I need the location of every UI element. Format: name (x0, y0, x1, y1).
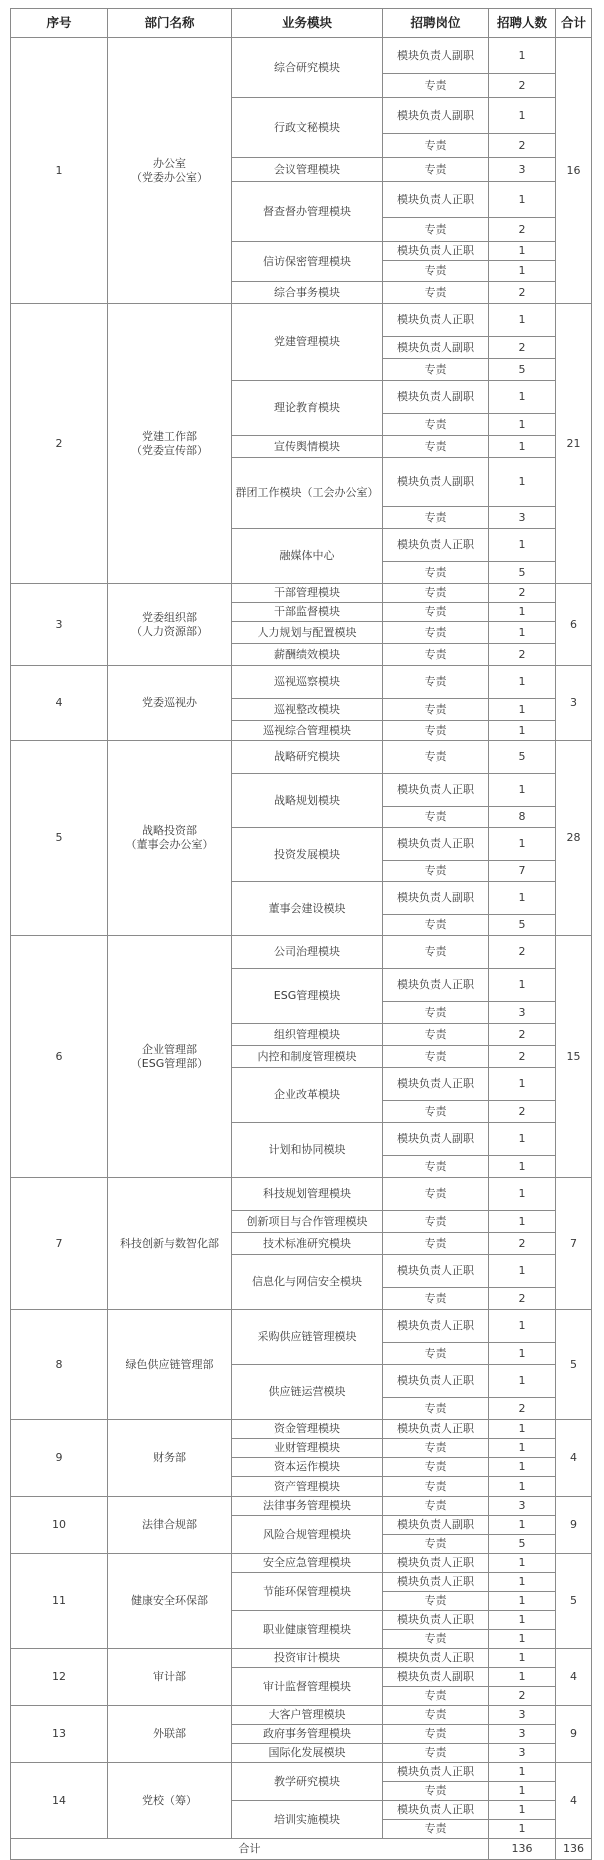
position-title: 模块负责人正职 (383, 529, 489, 562)
position-title: 模块负责人副职 (383, 1123, 489, 1156)
module-name: 董事会建设模块 (232, 882, 383, 936)
dept-total: 5 (556, 1554, 592, 1649)
position-count: 1 (489, 1573, 556, 1592)
dept-seq: 10 (11, 1497, 108, 1554)
position-title: 模块负责人正职 (383, 1649, 489, 1668)
dept-total: 5 (556, 1310, 592, 1420)
position-title: 专责 (383, 218, 489, 242)
position-title: 模块负责人正职 (383, 1255, 489, 1288)
position-count: 5 (489, 915, 556, 936)
position-count: 3 (489, 1725, 556, 1744)
dept-name (108, 304, 232, 584)
dept-seq: 4 (11, 666, 108, 741)
position-count: 1 (489, 1516, 556, 1535)
position-count: 1 (489, 458, 556, 507)
dept-name-line: （党委办公室） (131, 170, 208, 184)
position-title: 专责 (383, 158, 489, 182)
module-name: 培训实施模块 (232, 1801, 383, 1839)
position-title: 专责 (383, 1744, 489, 1763)
table-row (11, 1497, 592, 1516)
position-count: 1 (489, 414, 556, 436)
module-name: 企业改革模块 (232, 1068, 383, 1123)
position-count: 5 (489, 741, 556, 774)
module-name: 政府事务管理模块 (232, 1725, 383, 1744)
module-name: 公司治理模块 (232, 936, 383, 969)
dept-seq: 8 (11, 1310, 108, 1420)
position-count: 1 (489, 774, 556, 807)
module-name: 风险合规管理模块 (232, 1516, 383, 1554)
module-name: 信息化与网信安全模块 (232, 1255, 383, 1310)
position-count: 1 (489, 1255, 556, 1288)
position-title: 模块负责人正职 (383, 1573, 489, 1592)
position-count: 2 (489, 134, 556, 158)
module-name: 资金管理模块 (232, 1420, 383, 1439)
position-title: 模块负责人正职 (383, 828, 489, 861)
position-count: 2 (489, 936, 556, 969)
header-row (11, 9, 592, 38)
position-title: 专责 (383, 1288, 489, 1310)
position-title: 专责 (383, 1497, 489, 1516)
position-count: 1 (489, 1365, 556, 1398)
position-count: 1 (489, 1420, 556, 1439)
position-title: 模块负责人正职 (383, 1068, 489, 1101)
module-name: 供应链运营模块 (232, 1365, 383, 1420)
dept-name-line: （党委宣传部） (131, 443, 208, 457)
position-count: 1 (489, 1820, 556, 1839)
module-name: 融媒体中心 (232, 529, 383, 584)
position-count: 1 (489, 436, 556, 458)
position-count: 1 (489, 1123, 556, 1156)
position-title: 专责 (383, 1477, 489, 1497)
position-count: 1 (489, 721, 556, 741)
position-count: 2 (489, 74, 556, 98)
module-name: 大客户管理模块 (232, 1706, 383, 1725)
dept-name (108, 38, 232, 304)
position-title: 专责 (383, 1046, 489, 1068)
module-name: 投资审计模块 (232, 1649, 383, 1668)
module-name: 安全应急管理模块 (232, 1554, 383, 1573)
position-title: 专责 (383, 644, 489, 666)
position-title: 专责 (383, 915, 489, 936)
position-count: 1 (489, 1477, 556, 1497)
position-title: 模块负责人正职 (383, 182, 489, 218)
position-title: 专责 (383, 1820, 489, 1839)
dept-total: 9 (556, 1497, 592, 1554)
position-count: 1 (489, 1649, 556, 1668)
table-row (11, 304, 592, 337)
position-title: 模块负责人副职 (383, 381, 489, 414)
module-name: 信访保密管理模块 (232, 242, 383, 282)
table-row (11, 1763, 592, 1782)
position-title: 模块负责人副职 (383, 882, 489, 915)
dept-total: 3 (556, 666, 592, 741)
module-name: 综合研究模块 (232, 38, 383, 98)
position-title: 专责 (383, 1398, 489, 1420)
position-count: 1 (489, 529, 556, 562)
module-name: 资产管理模块 (232, 1477, 383, 1497)
dept-total: 16 (556, 38, 592, 304)
module-name: 计划和协同模块 (232, 1123, 383, 1178)
table-row (11, 1706, 592, 1725)
dept-name-line: 企业管理部 (142, 1042, 197, 1056)
module-name: 会议管理模块 (232, 158, 383, 182)
position-count: 1 (489, 381, 556, 414)
position-title: 模块负责人正职 (383, 1365, 489, 1398)
position-count: 1 (489, 1156, 556, 1178)
position-title: 模块负责人正职 (383, 969, 489, 1002)
dept-name (108, 741, 232, 936)
position-title: 专责 (383, 414, 489, 436)
position-title: 专责 (383, 861, 489, 882)
position-count: 2 (489, 1233, 556, 1255)
module-name: 薪酬绩效模块 (232, 644, 383, 666)
module-name: 采购供应链管理模块 (232, 1310, 383, 1365)
position-count: 1 (489, 603, 556, 622)
position-count: 1 (489, 242, 556, 261)
dept-seq: 13 (11, 1706, 108, 1763)
header-position: 招聘岗位 (383, 9, 489, 38)
dept-name-line: 健康安全环保部 (131, 1594, 208, 1607)
recruitment-table (10, 8, 592, 1860)
position-count: 1 (489, 1592, 556, 1611)
dept-seq: 14 (11, 1763, 108, 1839)
dept-name (108, 1649, 232, 1706)
position-count: 1 (489, 1310, 556, 1343)
module-name: 创新项目与合作管理模块 (232, 1211, 383, 1233)
dept-name-line: 外联部 (153, 1727, 186, 1740)
dept-name-line: 审计部 (153, 1670, 186, 1683)
table-row (11, 1310, 592, 1343)
dept-name (108, 584, 232, 666)
position-title: 专责 (383, 584, 489, 603)
position-count: 1 (489, 969, 556, 1002)
module-name: 人力规划与配置模块 (232, 622, 383, 644)
dept-seq: 11 (11, 1554, 108, 1649)
dept-name-line: 党委组织部 (142, 610, 197, 624)
position-title: 专责 (383, 622, 489, 644)
position-count: 2 (489, 218, 556, 242)
position-title: 模块负责人正职 (383, 304, 489, 337)
module-name: 组织管理模块 (232, 1024, 383, 1046)
dept-seq: 6 (11, 936, 108, 1178)
position-title: 专责 (383, 1706, 489, 1725)
position-count: 2 (489, 1398, 556, 1420)
position-count: 1 (489, 828, 556, 861)
position-title: 专责 (383, 261, 489, 282)
module-name: 干部管理模块 (232, 584, 383, 603)
table-row (11, 1178, 592, 1211)
position-count: 1 (489, 304, 556, 337)
position-count: 2 (489, 1101, 556, 1123)
dept-name (108, 1178, 232, 1310)
position-title: 模块负责人副职 (383, 1668, 489, 1687)
position-title: 专责 (383, 562, 489, 584)
dept-seq: 2 (11, 304, 108, 584)
module-name: 综合事务模块 (232, 282, 383, 304)
dept-total: 28 (556, 741, 592, 936)
dept-seq: 5 (11, 741, 108, 936)
header-department: 部门名称 (108, 9, 232, 38)
position-title: 专责 (383, 1101, 489, 1123)
dept-name-line: 战略投资部 (142, 824, 197, 837)
position-count: 2 (489, 584, 556, 603)
position-title: 专责 (383, 74, 489, 98)
module-name: 内控和制度管理模块 (232, 1046, 383, 1068)
module-name: 行政文秘模块 (232, 98, 383, 158)
position-title: 专责 (383, 1024, 489, 1046)
position-count: 7 (489, 861, 556, 882)
module-name: 业财管理模块 (232, 1439, 383, 1458)
dept-name (108, 1554, 232, 1649)
grand-total-sum: 136 (556, 1839, 592, 1860)
dept-total: 21 (556, 304, 592, 584)
position-title: 专责 (383, 741, 489, 774)
position-title: 专责 (383, 1458, 489, 1477)
table-row (11, 741, 592, 774)
table-row (11, 38, 592, 74)
position-title: 专责 (383, 1630, 489, 1649)
header-seq: 序号 (11, 9, 108, 38)
dept-total: 7 (556, 1178, 592, 1310)
position-count: 1 (489, 1343, 556, 1365)
module-name: 职业健康管理模块 (232, 1611, 383, 1649)
position-title: 模块负责人正职 (383, 242, 489, 261)
position-count: 1 (489, 38, 556, 74)
position-title: 专责 (383, 359, 489, 381)
position-count: 1 (489, 182, 556, 218)
module-name: 干部监督模块 (232, 603, 383, 622)
position-count: 3 (489, 158, 556, 182)
dept-name (108, 936, 232, 1178)
module-name: 巡视整改模块 (232, 699, 383, 721)
position-count: 3 (489, 1002, 556, 1024)
position-count: 1 (489, 1439, 556, 1458)
module-name: 党建管理模块 (232, 304, 383, 381)
position-title: 模块负责人副职 (383, 38, 489, 74)
header-count: 招聘人数 (489, 9, 556, 38)
dept-seq: 7 (11, 1178, 108, 1310)
position-title: 专责 (383, 1211, 489, 1233)
position-count: 3 (489, 1497, 556, 1516)
module-name: 技术标准研究模块 (232, 1233, 383, 1255)
position-count: 2 (489, 1288, 556, 1310)
dept-name-line: 财务部 (153, 1451, 186, 1464)
module-name: 科技规划管理模块 (232, 1178, 383, 1211)
table-row (11, 1649, 592, 1668)
module-name: 法律事务管理模块 (232, 1497, 383, 1516)
position-count: 2 (489, 644, 556, 666)
position-title: 专责 (383, 1002, 489, 1024)
position-count: 5 (489, 562, 556, 584)
position-count: 3 (489, 507, 556, 529)
position-title: 专责 (383, 1687, 489, 1706)
dept-seq: 9 (11, 1420, 108, 1497)
dept-name (108, 1310, 232, 1420)
table-row (11, 584, 592, 603)
module-name: 群团工作模块（工会办公室） (232, 458, 383, 529)
position-title: 模块负责人正职 (383, 1763, 489, 1782)
module-name: 教学研究模块 (232, 1763, 383, 1801)
position-title: 模块负责人副职 (383, 98, 489, 134)
position-count: 1 (489, 1611, 556, 1630)
module-name: ESG管理模块 (232, 969, 383, 1024)
dept-name (108, 1763, 232, 1839)
dept-name-line: 科技创新与数智化部 (120, 1236, 219, 1250)
header-total: 合计 (556, 9, 592, 38)
position-count: 1 (489, 882, 556, 915)
header-module: 业务模块 (232, 9, 383, 38)
module-name: 理论教育模块 (232, 381, 383, 436)
position-title: 专责 (383, 1535, 489, 1554)
module-name: 宣传舆情模块 (232, 436, 383, 458)
position-count: 2 (489, 337, 556, 359)
module-name: 节能环保管理模块 (232, 1573, 383, 1611)
module-name: 国际化发展模块 (232, 1744, 383, 1763)
table-row (11, 666, 592, 699)
position-title: 模块负责人正职 (383, 1420, 489, 1439)
position-count: 8 (489, 807, 556, 828)
position-title: 专责 (383, 1343, 489, 1365)
dept-total: 4 (556, 1763, 592, 1839)
dept-name-line: 绿色供应链管理部 (125, 1357, 214, 1371)
position-count: 1 (489, 1782, 556, 1801)
dept-total: 6 (556, 584, 592, 666)
position-count: 1 (489, 261, 556, 282)
dept-total: 9 (556, 1706, 592, 1763)
dept-total: 15 (556, 936, 592, 1178)
dept-name-line: 法律合规部 (142, 1518, 197, 1531)
position-title: 专责 (383, 1178, 489, 1211)
dept-name (108, 1706, 232, 1763)
table-row (11, 1420, 592, 1439)
position-title: 专责 (383, 603, 489, 622)
dept-name-line: （ESG管理部） (130, 1056, 209, 1070)
position-title: 专责 (383, 1782, 489, 1801)
position-title: 专责 (383, 1725, 489, 1744)
grand-total-label: 合计 (11, 1839, 489, 1860)
position-title: 专责 (383, 1156, 489, 1178)
position-title: 模块负责人副职 (383, 337, 489, 359)
position-count: 1 (489, 1763, 556, 1782)
module-name: 审计监督管理模块 (232, 1668, 383, 1706)
module-name: 巡视综合管理模块 (232, 721, 383, 741)
position-count: 1 (489, 1668, 556, 1687)
position-count: 5 (489, 1535, 556, 1554)
position-count: 1 (489, 666, 556, 699)
position-count: 2 (489, 1046, 556, 1068)
position-count: 1 (489, 1458, 556, 1477)
module-name: 投资发展模块 (232, 828, 383, 882)
position-title: 模块负责人副职 (383, 1516, 489, 1535)
dept-seq: 3 (11, 584, 108, 666)
position-title: 专责 (383, 699, 489, 721)
position-count: 3 (489, 1744, 556, 1763)
position-count: 5 (489, 359, 556, 381)
position-title: 专责 (383, 807, 489, 828)
position-title: 模块负责人副职 (383, 458, 489, 507)
position-title: 专责 (383, 436, 489, 458)
position-title: 模块负责人正职 (383, 774, 489, 807)
position-count: 1 (489, 98, 556, 134)
position-title: 专责 (383, 721, 489, 741)
grand-total-count: 136 (489, 1839, 556, 1860)
position-title: 专责 (383, 282, 489, 304)
grand-total-row (11, 1839, 592, 1860)
position-count: 1 (489, 699, 556, 721)
position-title: 专责 (383, 1592, 489, 1611)
position-title: 专责 (383, 936, 489, 969)
position-count: 1 (489, 1630, 556, 1649)
position-count: 1 (489, 1211, 556, 1233)
dept-seq: 1 (11, 38, 108, 304)
module-name: 督查督办管理模块 (232, 182, 383, 242)
dept-name-line: 党校（筹） (142, 1793, 197, 1807)
module-name: 巡视巡察模块 (232, 666, 383, 699)
dept-name (108, 1497, 232, 1554)
dept-name-line: （董事会办公室） (125, 838, 214, 851)
table-row (11, 1554, 592, 1573)
dept-total: 4 (556, 1420, 592, 1497)
position-title: 专责 (383, 666, 489, 699)
position-count: 2 (489, 1687, 556, 1706)
module-name: 战略规划模块 (232, 774, 383, 828)
position-title: 模块负责人正职 (383, 1554, 489, 1573)
module-name: 资本运作模块 (232, 1458, 383, 1477)
position-title: 专责 (383, 134, 489, 158)
position-title: 专责 (383, 1439, 489, 1458)
position-count: 1 (489, 1554, 556, 1573)
position-count: 2 (489, 282, 556, 304)
position-title: 模块负责人正职 (383, 1611, 489, 1630)
position-title: 专责 (383, 1233, 489, 1255)
position-title: 模块负责人正职 (383, 1801, 489, 1820)
dept-name (108, 666, 232, 741)
dept-name-line: 党委巡视办 (142, 696, 197, 709)
dept-seq: 12 (11, 1649, 108, 1706)
table-body (11, 38, 592, 1839)
position-count: 1 (489, 1801, 556, 1820)
position-count: 2 (489, 1024, 556, 1046)
dept-total: 4 (556, 1649, 592, 1706)
table-row (11, 936, 592, 969)
position-title: 专责 (383, 507, 489, 529)
dept-name-line: 党建工作部 (142, 429, 197, 443)
dept-name (108, 1420, 232, 1497)
position-count: 1 (489, 622, 556, 644)
module-name: 战略研究模块 (232, 741, 383, 774)
dept-name-line: 办公室 (153, 156, 186, 170)
dept-name-line: （人力资源部） (131, 624, 208, 638)
position-count: 3 (489, 1706, 556, 1725)
position-count: 1 (489, 1068, 556, 1101)
position-count: 1 (489, 1178, 556, 1211)
position-title: 模块负责人正职 (383, 1310, 489, 1343)
